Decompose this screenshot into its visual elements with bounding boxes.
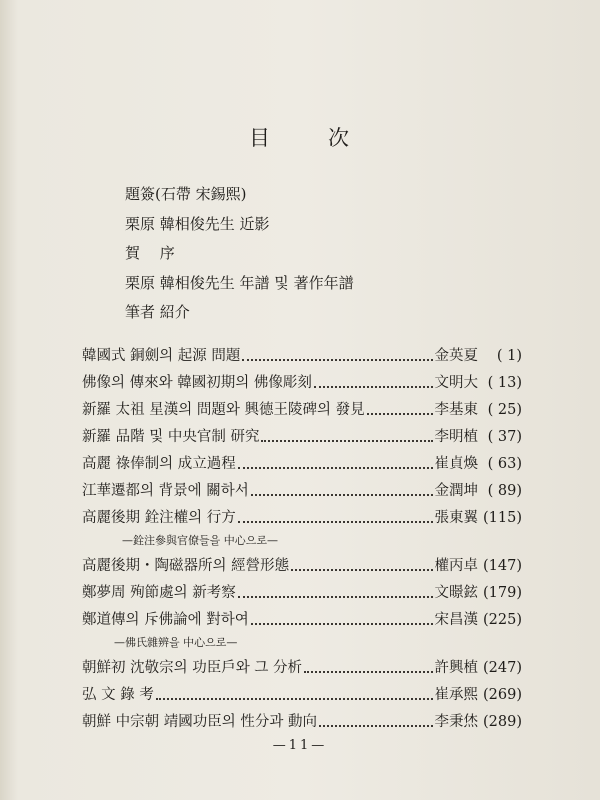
- toc-entry: [82, 682, 522, 709]
- toc-entry: [82, 424, 522, 451]
- toc-list: [82, 343, 522, 736]
- toc-entry: [82, 580, 522, 607]
- entry-title: 鄭道傳의 斥佛論에 對하여: [82, 612, 249, 628]
- entry-author: 許興植: [434, 660, 478, 676]
- entry-title: 弘 文 錄 考: [82, 687, 154, 703]
- entry-title: 江華遷都의 背景에 關하서: [82, 483, 249, 499]
- entry-page: (115): [483, 510, 522, 526]
- leader-dots: [251, 623, 433, 625]
- entry-page: ( 1): [496, 348, 522, 364]
- entry-author: 文明大: [434, 375, 478, 391]
- entry-title: 新羅 太祖 星漢의 問題와 興德王陵碑의 發見: [82, 402, 365, 418]
- entry-title: 韓國式 銅劍의 起源 問題: [82, 348, 241, 364]
- front-matter-item: 賀 序: [125, 244, 175, 262]
- toc-entry: [82, 370, 522, 397]
- page-number: —11—: [272, 738, 328, 753]
- entry-author: 金英夏: [434, 348, 478, 364]
- entry-author: 權丙卓: [434, 558, 478, 574]
- leader-dots: [319, 725, 433, 727]
- entry-title: 高麗後期 銓注權의 行方: [82, 510, 236, 526]
- entry-author: 文暻鉉: [434, 585, 478, 601]
- entry-page: (269): [483, 687, 522, 703]
- entry-author: 李明植: [434, 429, 478, 445]
- entry-author: 宋昌漢: [434, 612, 478, 628]
- entry-title: 高麗後期・陶磁器所의 經營形態: [82, 558, 290, 574]
- entry-title: 朝鮮 中宗朝 靖國功臣의 性分과 動向: [82, 714, 317, 730]
- entry-page: ( 63): [487, 456, 522, 472]
- title-right: 次: [328, 126, 351, 150]
- leader-dots: [304, 671, 433, 673]
- entry-author: 李秉烋: [434, 714, 478, 730]
- entry-page: (179): [483, 585, 522, 601]
- entry-page: ( 13): [487, 375, 522, 391]
- entry-page: ( 89): [487, 483, 522, 499]
- entry-author: 李基東: [434, 402, 478, 418]
- entry-title: 高麗 祿俸制의 成立過程: [82, 456, 236, 472]
- leader-dots: [238, 596, 433, 598]
- toc-entry: [82, 607, 522, 634]
- front-matter-item: 栗原 韓相俊先生 近影: [125, 214, 270, 233]
- front-matter-item: 題簽(石帶 宋錫熙): [125, 185, 247, 203]
- entry-author: 崔貞煥: [434, 456, 478, 472]
- title-left: 目: [249, 126, 272, 150]
- entry-title: 鄭夢周 殉節處의 新考察: [82, 585, 236, 601]
- entry-subtitle: —佛氏雜辨을 中心으로—: [114, 636, 238, 649]
- front-matter-item: 栗原 韓相俊先生 年譜 및 著作年譜: [125, 273, 354, 292]
- entry-author: 張東翼: [434, 510, 478, 526]
- leader-dots: [291, 569, 432, 571]
- toc-entry: [82, 343, 522, 370]
- leader-dots: [238, 467, 433, 469]
- leader-dots: [261, 440, 432, 442]
- leader-dots: [242, 359, 432, 361]
- leader-dots: [156, 698, 433, 700]
- entry-author: 金潤坤: [434, 483, 478, 499]
- leader-dots: [314, 386, 433, 388]
- entry-page: ( 37): [487, 429, 522, 445]
- toc-entry: [82, 505, 522, 532]
- entry-author: 崔承熙: [434, 687, 478, 703]
- front-matter-item: 筆者 紹介: [125, 303, 190, 321]
- toc-entry: [82, 709, 522, 736]
- entry-page: ( 25): [487, 402, 522, 418]
- toc-entry: [82, 478, 522, 505]
- toc-entry: [82, 655, 522, 682]
- leader-dots: [251, 494, 433, 496]
- leader-dots: [238, 521, 433, 523]
- entry-page: (289): [483, 714, 522, 730]
- page-title: [0, 122, 600, 152]
- entry-page: (147): [483, 558, 522, 574]
- toc-entry: [82, 553, 522, 580]
- entry-subtitle: —銓注參與官僚들을 中心으로—: [122, 534, 278, 547]
- toc-entry: [82, 451, 522, 478]
- entry-title: 佛像의 傳來와 韓國初期의 佛像彫刻: [82, 375, 312, 391]
- front-matter-list: [125, 180, 354, 328]
- entry-page: (247): [483, 660, 522, 676]
- entry-title: 新羅 品階 및 中央官制 研究: [82, 429, 260, 445]
- entry-page: (225): [483, 612, 522, 628]
- toc-entry: [82, 397, 522, 424]
- leader-dots: [367, 413, 433, 415]
- entry-title: 朝鮮初 沈敬宗의 功臣戶와 그 分析: [82, 660, 302, 676]
